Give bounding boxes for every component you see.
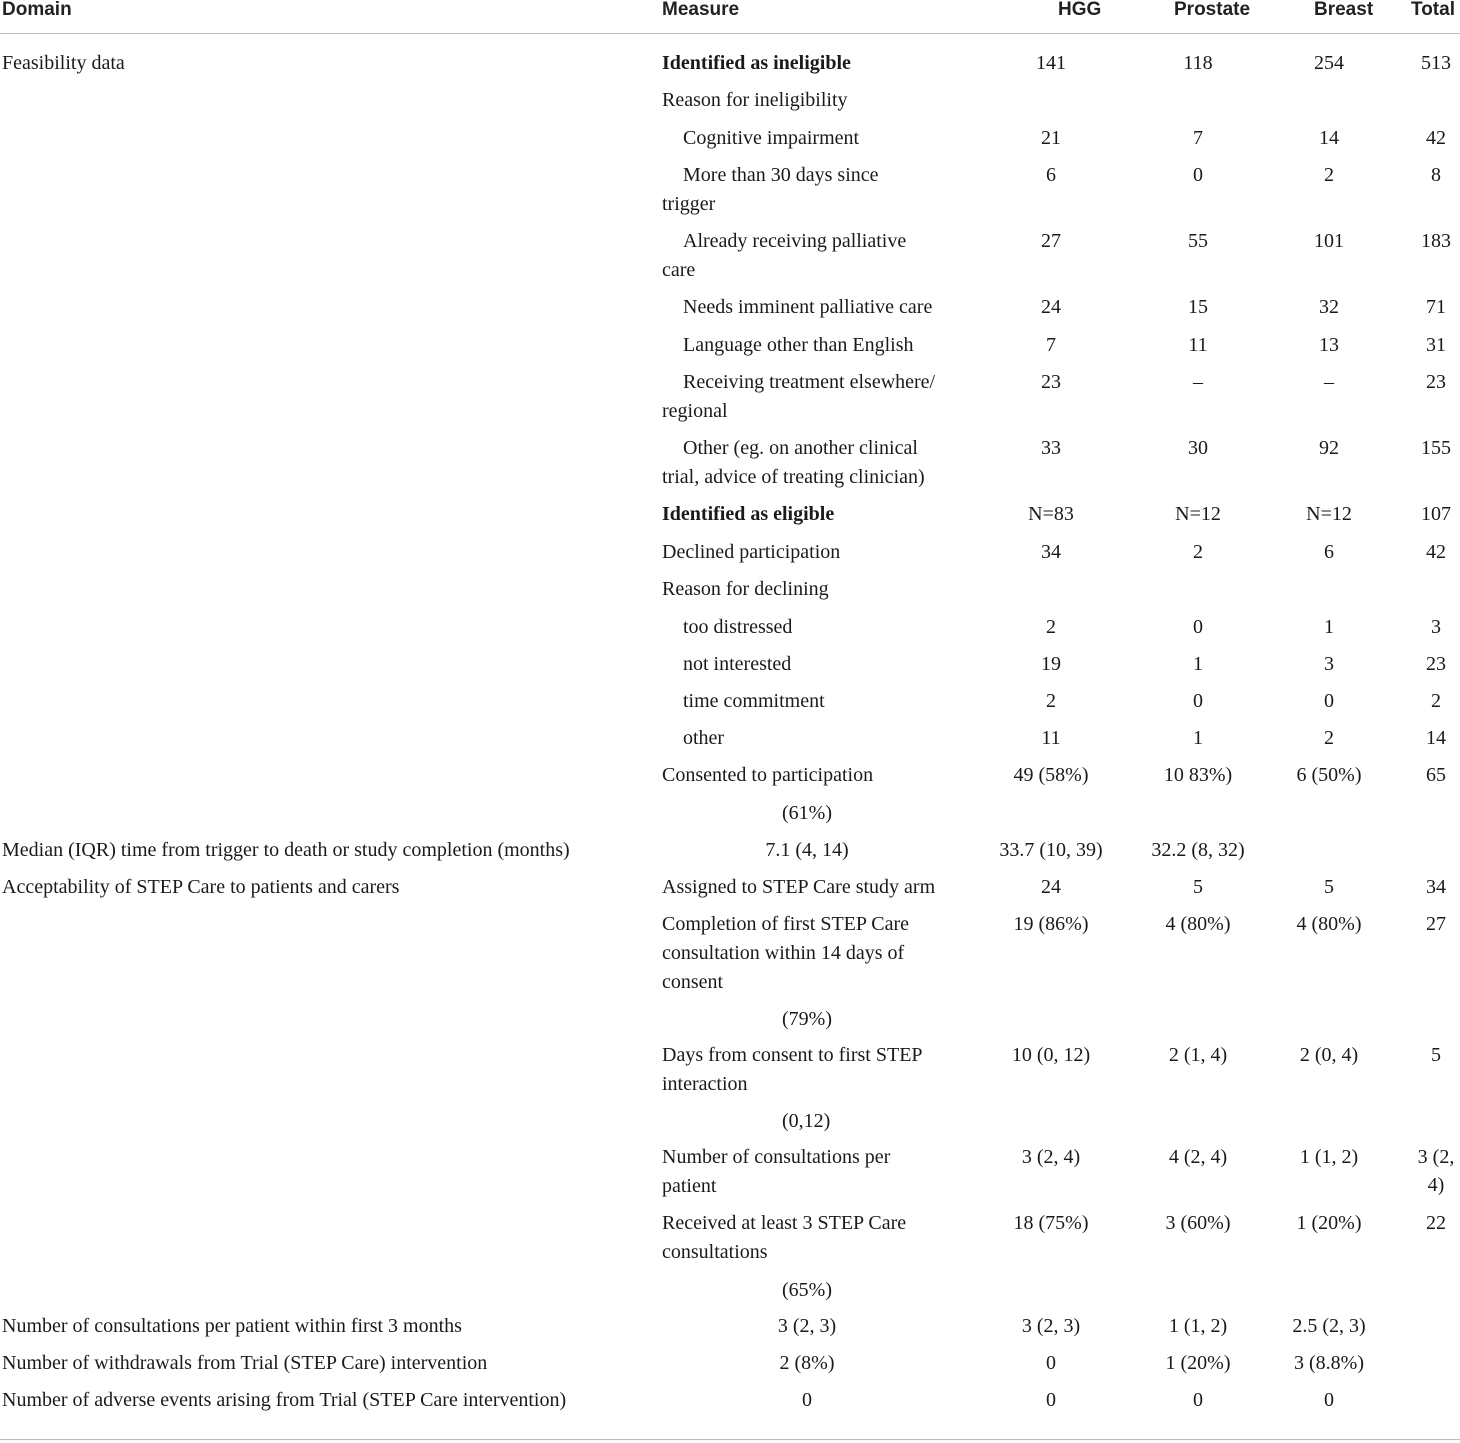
hgg-cell: 21 bbox=[1041, 127, 1061, 149]
hgg-cell: 2 bbox=[1046, 690, 1056, 712]
domain-cell: Number of withdrawals from Trial (STEP Care) intervention bbox=[2, 1352, 488, 1374]
measure-cell: Needs imminent palliative care bbox=[683, 296, 933, 318]
measure-cell: Reason for declining bbox=[662, 578, 829, 600]
hgg-cell: 49 (58%) bbox=[1013, 764, 1089, 786]
continuation-cell: (0,12) bbox=[782, 1110, 831, 1132]
prostate-cell: 7 bbox=[1193, 127, 1203, 149]
breast-cell: 2.5 (2, 3) bbox=[1292, 1315, 1366, 1337]
total-cell: 27 bbox=[1426, 913, 1446, 935]
measure-cell: too distressed bbox=[683, 616, 793, 638]
measure-cell: Days from consent to first STEP interaction bbox=[662, 1044, 922, 1095]
prostate-cell: 2 (1, 4) bbox=[1168, 1044, 1228, 1066]
hgg-cell: N=83 bbox=[1028, 503, 1074, 525]
breast-cell: N=12 bbox=[1306, 503, 1352, 525]
breast-cell: 13 bbox=[1319, 334, 1339, 356]
prostate-cell: 0 bbox=[1193, 690, 1203, 712]
header-prostate: Prostate bbox=[1174, 0, 1251, 20]
hgg-cell: 33 bbox=[1041, 437, 1061, 459]
table-header bbox=[0, 0, 1460, 34]
breast-cell: 0 bbox=[1324, 1389, 1334, 1411]
measure-cell: Other (eg. on another clinical trial, advice of treating clinician) bbox=[662, 437, 925, 488]
total-cell: 107 bbox=[1421, 503, 1451, 525]
measure-cell: Number of consultations per patient bbox=[662, 1146, 891, 1197]
header-hgg: HGG bbox=[1058, 0, 1102, 20]
hgg-cell: 23 bbox=[1041, 371, 1061, 393]
measure-cell: other bbox=[683, 727, 725, 749]
breast-cell: 92 bbox=[1319, 437, 1339, 459]
prostate-cell: 0 bbox=[1193, 164, 1203, 186]
breast-cell: 5 bbox=[1324, 876, 1334, 898]
hgg-cell: 7 bbox=[1046, 334, 1056, 356]
prostate-cell: 10 83%) bbox=[1163, 764, 1233, 786]
prostate-cell: 1 (20%) bbox=[1165, 1352, 1231, 1374]
total-cell: 31 bbox=[1426, 334, 1446, 356]
prostate-cell: 11 bbox=[1188, 334, 1208, 356]
measure-cell: Received at least 3 STEP Care consultations bbox=[662, 1212, 907, 1263]
prostate-cell: 15 bbox=[1188, 296, 1208, 318]
hgg-cell: 3 (2, 3) bbox=[1021, 1315, 1081, 1337]
prostate-cell: 1 bbox=[1193, 653, 1203, 675]
total-cell: 34 bbox=[1426, 876, 1446, 898]
continuation-cell: (65%) bbox=[782, 1279, 832, 1301]
prostate-cell: 32.2 (8, 32) bbox=[1151, 839, 1245, 861]
measure-cell: 2 (8%) bbox=[779, 1352, 835, 1374]
domain-cell: Acceptability of STEP Care to patients and carers bbox=[2, 876, 400, 898]
prostate-cell: N=12 bbox=[1175, 503, 1221, 525]
domain-cell: Median (IQR) time from trigger to death or study completion (months) bbox=[2, 839, 570, 861]
total-cell: 3 (2, 4) bbox=[1417, 1146, 1455, 1196]
measure-cell: More than 30 days since trigger bbox=[662, 164, 879, 215]
domain-cell: Number of consultations per patient within first 3 months bbox=[2, 1315, 462, 1337]
measure-cell: Identified as ineligible bbox=[662, 52, 851, 74]
prostate-cell: 5 bbox=[1193, 876, 1203, 898]
hgg-cell: 3 (2, 4) bbox=[1021, 1146, 1081, 1168]
table-bottom-rule bbox=[0, 1439, 1460, 1440]
total-cell: 3 bbox=[1431, 616, 1441, 638]
total-cell: 513 bbox=[1421, 52, 1451, 74]
header-measure: Measure bbox=[662, 0, 740, 20]
prostate-cell: 55 bbox=[1188, 230, 1208, 252]
prostate-cell: 0 bbox=[1193, 616, 1203, 638]
prostate-cell: 4 (80%) bbox=[1165, 913, 1231, 935]
prostate-cell: 4 (2, 4) bbox=[1168, 1146, 1228, 1168]
measure-cell: 3 (2, 3) bbox=[777, 1315, 837, 1337]
measure-cell: Assigned to STEP Care study arm bbox=[662, 876, 936, 898]
hgg-cell: 18 (75%) bbox=[1013, 1212, 1089, 1234]
total-cell: 42 bbox=[1426, 127, 1446, 149]
total-cell: 42 bbox=[1426, 541, 1446, 563]
hgg-cell: 24 bbox=[1041, 296, 1061, 318]
hgg-cell: 19 (86%) bbox=[1013, 913, 1089, 935]
total-cell: 5 bbox=[1431, 1044, 1441, 1066]
prostate-cell: 1 bbox=[1193, 727, 1203, 749]
total-cell: 65 bbox=[1426, 764, 1446, 786]
continuation-cell: (79%) bbox=[782, 1008, 832, 1030]
hgg-cell: 141 bbox=[1036, 52, 1066, 74]
breast-cell: 1 (1, 2) bbox=[1299, 1146, 1359, 1168]
breast-cell: 1 bbox=[1324, 616, 1334, 638]
hgg-cell: 33.7 (10, 39) bbox=[999, 839, 1103, 861]
measure-cell: not interested bbox=[683, 653, 792, 675]
breast-cell: 2 bbox=[1324, 727, 1334, 749]
prostate-cell: 1 (1, 2) bbox=[1168, 1315, 1228, 1337]
breast-cell: 14 bbox=[1319, 127, 1339, 149]
breast-cell: 6 bbox=[1324, 541, 1334, 563]
measure-cell: Consented to participation bbox=[662, 764, 874, 786]
measure-cell: time commitment bbox=[683, 690, 825, 712]
measure-cell: Completion of first STEP Care consultation within 14 days of consent bbox=[662, 913, 910, 993]
breast-cell: 3 (8.8%) bbox=[1294, 1352, 1364, 1374]
breast-cell: 32 bbox=[1319, 296, 1339, 318]
hgg-cell: 34 bbox=[1041, 541, 1061, 563]
prostate-cell: 30 bbox=[1188, 437, 1208, 459]
breast-cell: 1 (20%) bbox=[1296, 1212, 1362, 1234]
breast-cell: 254 bbox=[1314, 52, 1344, 74]
measure-cell: 7.1 (4, 14) bbox=[765, 839, 849, 861]
total-cell: 22 bbox=[1426, 1212, 1446, 1234]
prostate-cell: 118 bbox=[1183, 52, 1213, 74]
measure-cell: Already receiving palliative care bbox=[662, 230, 907, 281]
breast-cell: 101 bbox=[1314, 230, 1344, 252]
measure-cell: Reason for ineligibility bbox=[662, 89, 848, 111]
header-total: Total bbox=[1411, 0, 1455, 20]
hgg-cell: 11 bbox=[1041, 727, 1061, 749]
hgg-cell: 24 bbox=[1041, 876, 1061, 898]
hgg-cell: 27 bbox=[1041, 230, 1061, 252]
hgg-cell: 0 bbox=[1046, 1352, 1056, 1374]
breast-cell: 3 bbox=[1324, 653, 1334, 675]
total-cell: 2 bbox=[1431, 690, 1441, 712]
measure-cell: Identified as eligible bbox=[662, 503, 835, 525]
breast-cell: 2 (0, 4) bbox=[1299, 1044, 1359, 1066]
measure-cell: Cognitive impairment bbox=[683, 127, 860, 149]
domain-cell: Feasibility data bbox=[2, 52, 125, 74]
total-cell: 8 bbox=[1431, 164, 1441, 186]
breast-cell: 0 bbox=[1324, 690, 1334, 712]
breast-cell: 2 bbox=[1324, 164, 1334, 186]
total-cell: 23 bbox=[1426, 371, 1446, 393]
prostate-cell: – bbox=[1193, 371, 1203, 393]
total-cell: 71 bbox=[1426, 296, 1446, 318]
total-cell: 183 bbox=[1421, 230, 1451, 252]
breast-cell: – bbox=[1324, 371, 1334, 393]
hgg-cell: 19 bbox=[1041, 653, 1061, 675]
total-cell: 14 bbox=[1426, 727, 1446, 749]
measure-cell: Language other than English bbox=[683, 334, 914, 356]
breast-cell: 6 (50%) bbox=[1296, 764, 1362, 786]
measure-cell: Declined participation bbox=[662, 541, 841, 563]
prostate-cell: 0 bbox=[1193, 1389, 1203, 1411]
header-breast: Breast bbox=[1314, 0, 1374, 20]
measure-cell: Receiving treatment elsewhere/ regional bbox=[662, 371, 936, 422]
continuation-cell: (61%) bbox=[782, 802, 832, 824]
total-cell: 155 bbox=[1421, 437, 1451, 459]
hgg-cell: 6 bbox=[1046, 164, 1056, 186]
prostate-cell: 2 bbox=[1193, 541, 1203, 563]
total-cell: 23 bbox=[1426, 653, 1446, 675]
hgg-cell: 2 bbox=[1046, 616, 1056, 638]
breast-cell: 4 (80%) bbox=[1296, 913, 1362, 935]
prostate-cell: 3 (60%) bbox=[1165, 1212, 1231, 1234]
domain-cell: Number of adverse events arising from Trial (STEP Care intervention) bbox=[2, 1389, 567, 1411]
hgg-cell: 10 (0, 12) bbox=[1011, 1044, 1091, 1066]
hgg-cell: 0 bbox=[1046, 1389, 1056, 1411]
measure-cell: 0 bbox=[802, 1389, 812, 1411]
header-domain: Domain bbox=[2, 0, 72, 20]
